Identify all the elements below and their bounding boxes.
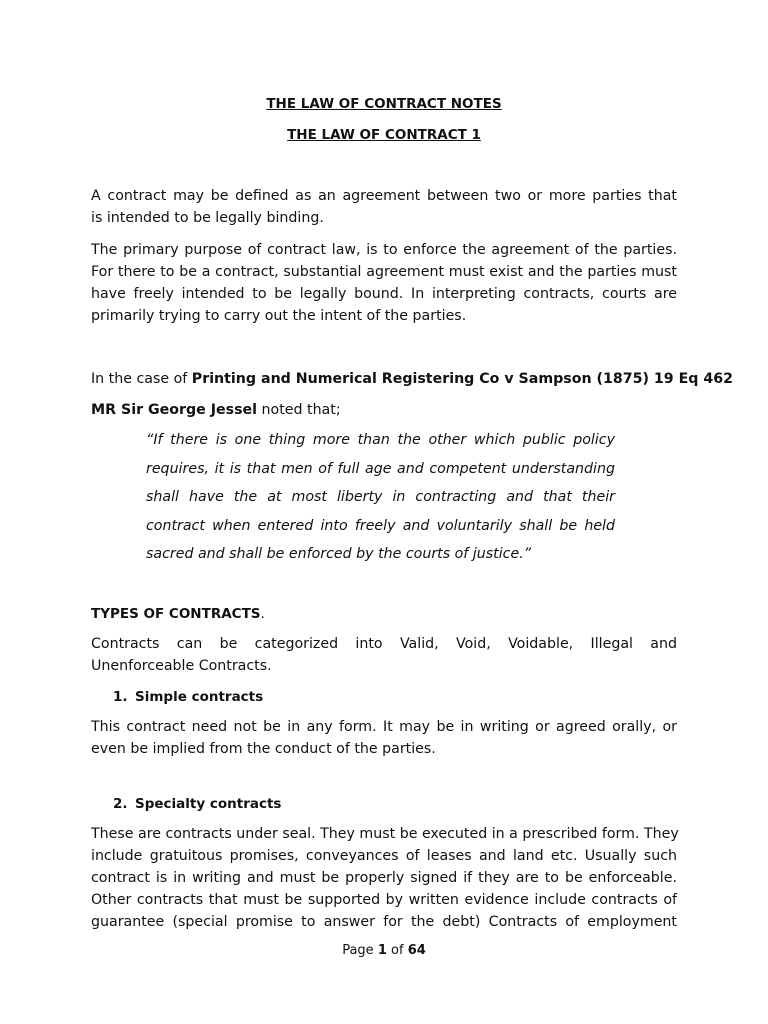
judge-tail: noted that; (257, 402, 341, 418)
text-line: guarantee (special promise to answer for the debt) Contracts of employment (91, 914, 677, 930)
page-label: Page (342, 943, 374, 958)
judge-line (91, 399, 341, 421)
page-footer (0, 943, 768, 958)
simple-contracts-paragraph (91, 716, 677, 760)
document-title: THE LAW OF CONTRACT NOTES (266, 96, 502, 112)
text-line: even be implied from the conduct of the parties. (91, 741, 436, 757)
document-subtitle: THE LAW OF CONTRACT 1 (287, 127, 481, 143)
text-line: A contract may be defined as an agreement between two or more parties that (91, 188, 677, 204)
judicial-quote (146, 426, 615, 569)
list-heading-simple (113, 689, 263, 705)
list-heading-text: Simple contracts (135, 689, 264, 705)
text-line: For there to be a contract, substantial agreement must exist and the parties must (91, 264, 677, 280)
judge-name: MR Sir George Jessel (91, 402, 258, 418)
text-line: Contracts can be categorized into Valid, Void, Voidable, Illegal and (91, 636, 677, 652)
list-heading-specialty (113, 796, 281, 812)
quote-line: shall have the at most liberty in contracting and that their (146, 489, 615, 505)
text-line: contract is in writing and must be properly signed if they are to be enforceable. (91, 870, 677, 886)
text-line: These are contracts under seal. They must be executed in a prescribed form. They (91, 826, 679, 842)
text-line: include gratuitous promises, conveyances of leases and land etc. Usually such (91, 848, 677, 864)
quote-line: contract when entered into freely and voluntarily shall be held (146, 517, 615, 534)
specialty-contracts-paragraph (91, 823, 677, 933)
total-pages-number: 64 (407, 943, 426, 958)
of-label: of (391, 943, 404, 958)
case-name: Printing and Numerical Registering Co v Sampson (1875) 19 Eq 462 (191, 371, 733, 387)
list-heading-text: Specialty contracts (135, 796, 282, 812)
purpose-paragraph (91, 239, 677, 327)
text-line: primarily trying to carry out the intent of the parties. (91, 308, 467, 324)
types-intro-paragraph (91, 633, 677, 677)
text-line: Other contracts that must be supported by written evidence include contracts of (91, 892, 677, 908)
text-line: Unenforceable Contracts. (91, 658, 272, 674)
text-line: This contract need not be in any form. It may be in writing or agreed orally, or (91, 719, 677, 735)
text-line: The primary purpose of contract law, is to enforce the agreement of the parties. (91, 242, 677, 258)
list-number: 2. (113, 796, 128, 812)
types-heading-text: TYPES OF CONTRACTS (91, 606, 261, 622)
text-line: is intended to be legally binding. (91, 210, 324, 226)
case-citation (91, 368, 733, 390)
types-heading-tail: . (260, 606, 265, 622)
types-heading (91, 603, 265, 625)
quote-line: requires, it is that men of full age and competent understanding (146, 460, 615, 477)
text-line: have freely intended to be legally bound. In interpreting contracts, courts are (91, 286, 677, 302)
current-page-number: 1 (377, 943, 387, 958)
quote-line: “If there is one thing more than the other which public policy (146, 432, 615, 448)
definition-paragraph (91, 185, 677, 229)
case-intro: In the case of (91, 371, 192, 387)
list-number: 1. (113, 689, 128, 705)
quote-line: sacred and shall be enforced by the courts of justice.” (146, 546, 532, 562)
